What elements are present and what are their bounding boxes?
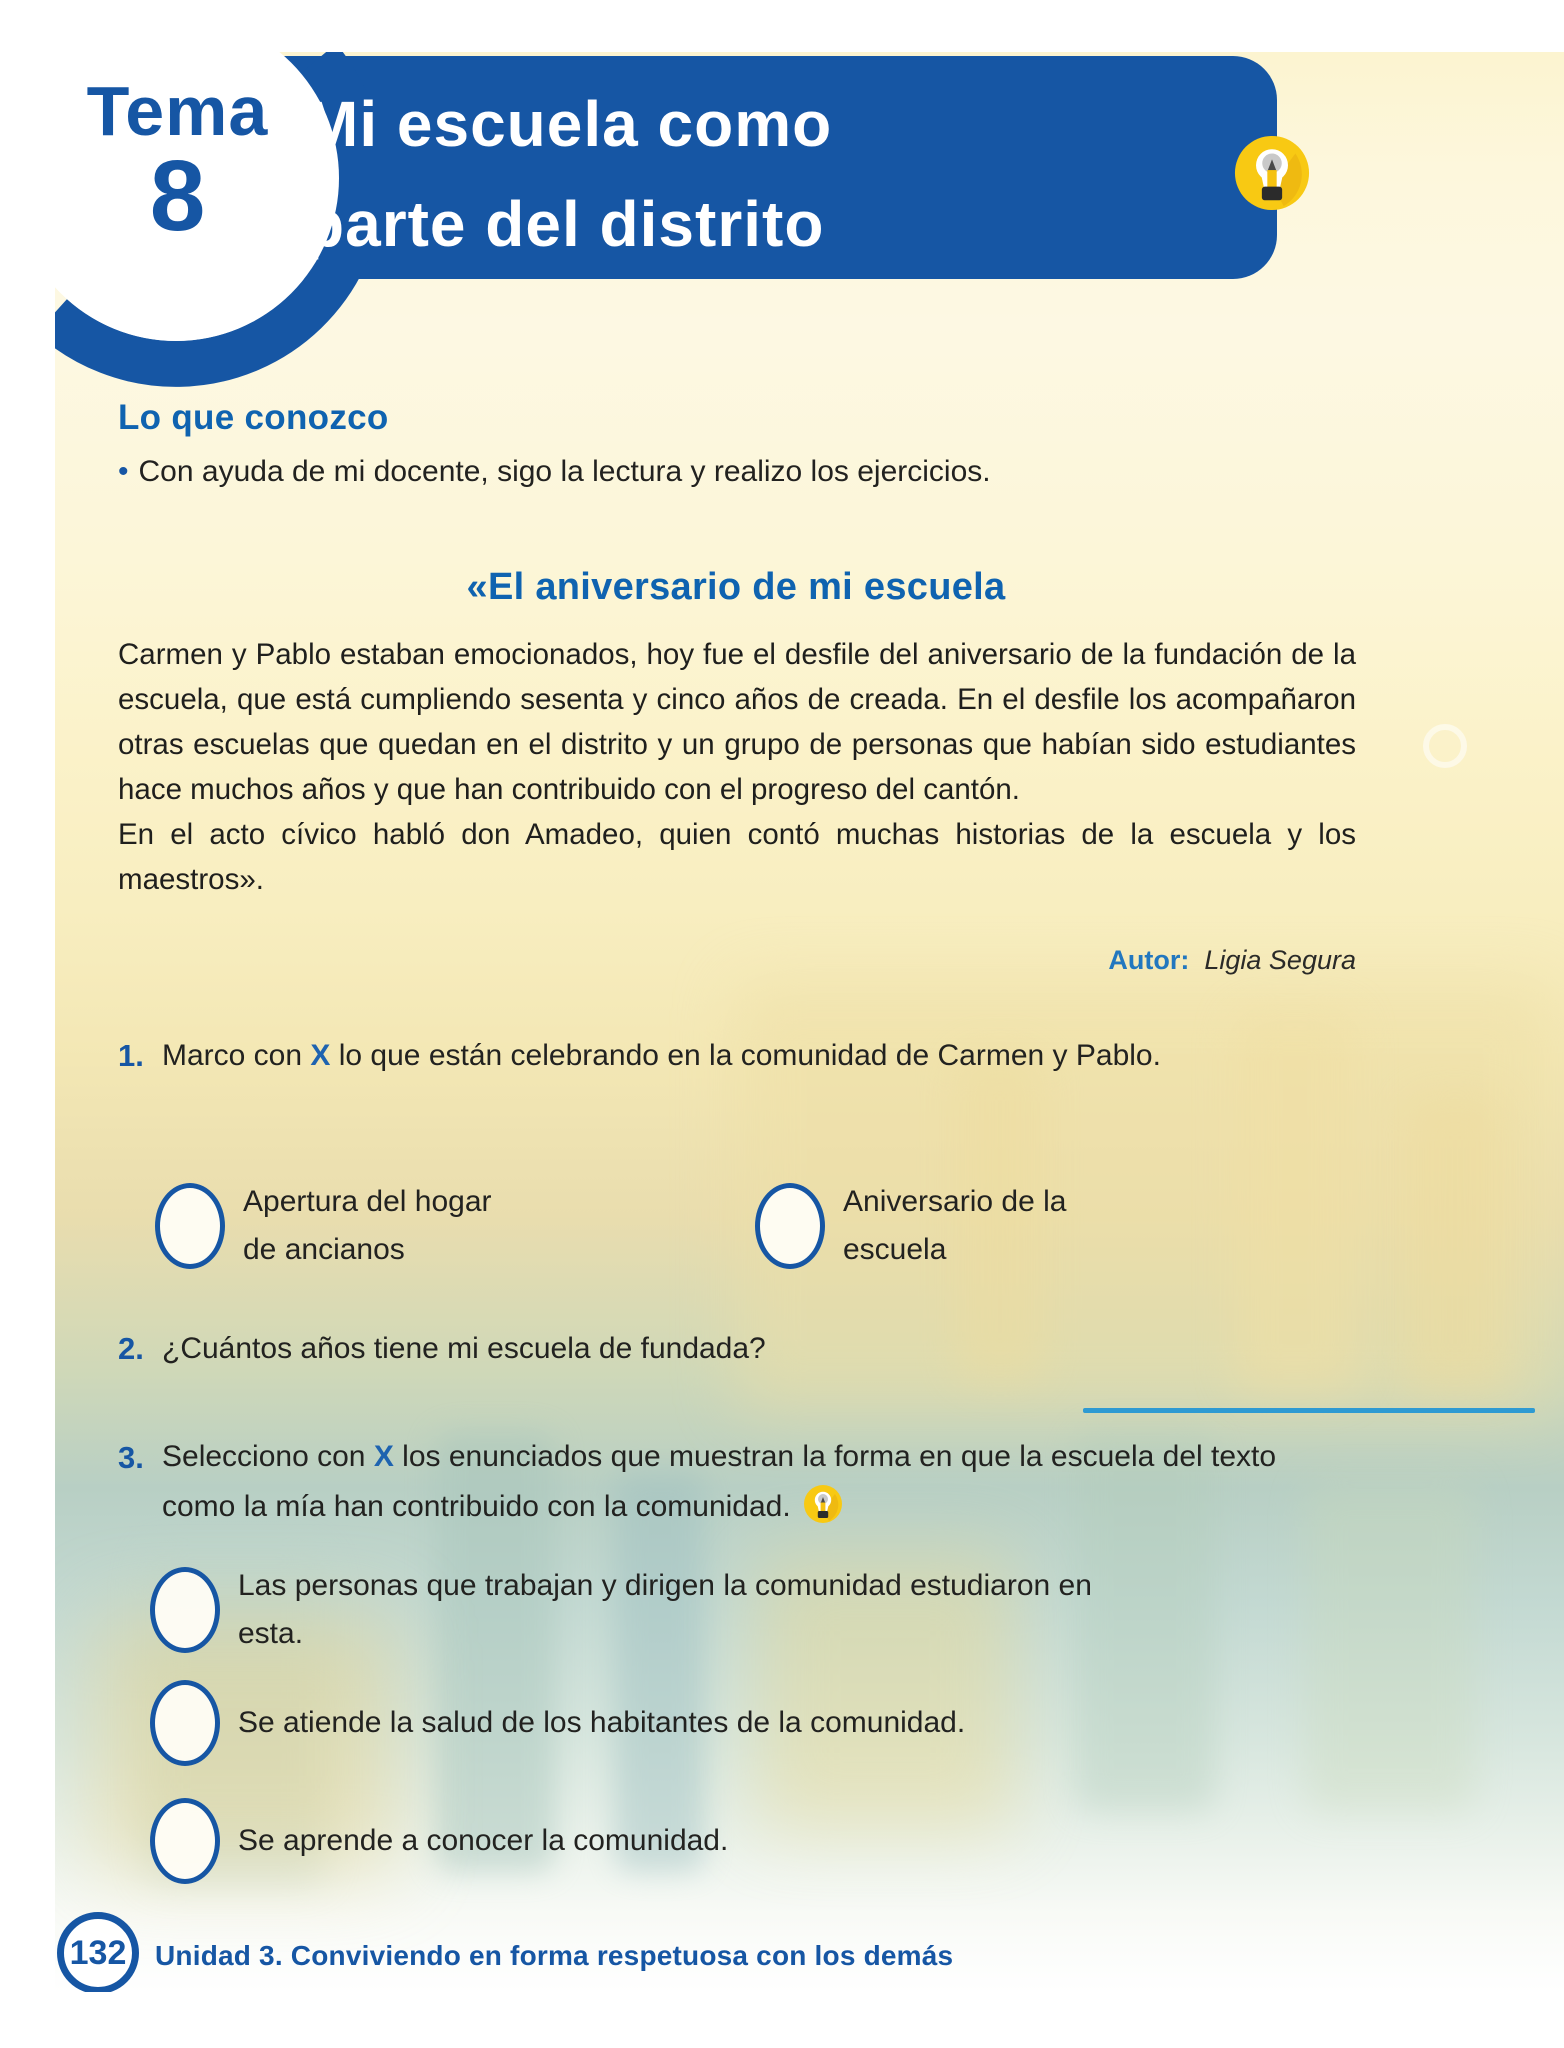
page-number-badge [57, 1912, 139, 1992]
question-2-prompt: ¿Cuántos años tiene mi escuela de fundada? [162, 1332, 766, 1365]
answer-circle[interactable] [150, 1798, 220, 1884]
tema-label: Tema [86, 72, 269, 150]
question-2 [118, 1323, 1342, 1375]
question-3-number: 3. [118, 1440, 144, 1475]
author-line [118, 945, 1356, 976]
reading-paragraph-1: Carmen y Pablo estaban emocionados, hoy fue el desfile del aniversario de la fundación de la escuela, que está cumpliendo sesenta y cinco años de creada. En el desfile los acompañaron otras escuelas que quedan en el distrito y un grupo de personas que habían sido estudiantes hace muchos años y que han contribuido con el progreso del cantón. [118, 638, 1356, 806]
tema-badge [55, 72, 300, 252]
question-1-x: X [310, 1039, 331, 1072]
page-background [55, 52, 1564, 1992]
question-1-prompt-pre: Marco con [162, 1039, 311, 1072]
answer-circle[interactable] [155, 1183, 225, 1269]
section-heading-lo-que-conozco: Lo que conozco [118, 398, 389, 437]
unit-footer-text: Unidad 3. Conviviendo en forma respetuosa con los demás [155, 1940, 954, 1971]
page-title-line1: Mi escuela como [305, 88, 833, 160]
question-3-option-2 [150, 1680, 1288, 1766]
question-2-number: 2. [118, 1331, 144, 1366]
option-label: Apertura del hogar de ancianos [243, 1185, 492, 1266]
answer-circle[interactable] [150, 1567, 220, 1653]
reading-title: «El aniversario de mi escuela [466, 566, 1006, 608]
page-title-line2: parte del distrito [305, 188, 825, 260]
question-3 [118, 1432, 1342, 1532]
question-3-option-1 [150, 1562, 1118, 1658]
answer-blank-line[interactable] [1083, 1408, 1535, 1413]
question-3-x: X [373, 1440, 394, 1473]
answer-circle[interactable] [150, 1680, 220, 1766]
reading-passage [118, 632, 1356, 902]
option-label: Se aprende a conocer la comunidad. [238, 1824, 729, 1857]
lightbulb-pencil-icon [1233, 134, 1311, 212]
tema-number: 8 [149, 140, 206, 252]
option-label: Aniversario de la escuela [843, 1185, 1067, 1266]
question-1 [118, 1030, 1332, 1082]
reading-paragraph-2: En el acto cívico habló don Amadeo, quien contó muchas historias de la escuela y los maestros». [118, 818, 1356, 896]
answer-circle[interactable] [755, 1183, 825, 1269]
building-silhouette [1405, 1092, 1505, 1392]
instruction-text: Con ayuda de mi docente, sigo la lectura y realizo los ejercicios. [138, 455, 991, 488]
bullet-dot: • [118, 455, 129, 488]
page-title [305, 74, 832, 274]
page-number: 132 [69, 1933, 127, 1972]
question-1-prompt-post: lo que están celebrando en la comunidad de Carmen y Pablo. [330, 1039, 1161, 1072]
question-1-prompt [162, 1030, 1332, 1082]
question-1-number: 1. [118, 1038, 144, 1073]
author-label: Autor: [1108, 945, 1190, 975]
question-1-option-2 [755, 1178, 1083, 1274]
author-name: Ligia Segura [1204, 945, 1356, 975]
question-3-prompt-pre: Selecciono con [162, 1440, 374, 1473]
watermark-ring-decoration [1423, 724, 1467, 768]
instruction-bullet [118, 455, 1358, 489]
question-3-prompt [162, 1432, 1342, 1532]
question-3-prompt-post: los enunciados que muestran la forma en que la escuela del texto como la mía han contribuido con la comunidad. [162, 1440, 1277, 1523]
question-3-option-3 [150, 1798, 1288, 1884]
question-1-option-1 [155, 1178, 513, 1274]
option-label: Las personas que trabajan y dirigen la comunidad estudiaron en esta. [238, 1569, 1092, 1650]
option-label: Se atiende la salud de los habitantes de la comunidad. [238, 1706, 966, 1739]
lightbulb-pencil-icon [803, 1484, 843, 1524]
